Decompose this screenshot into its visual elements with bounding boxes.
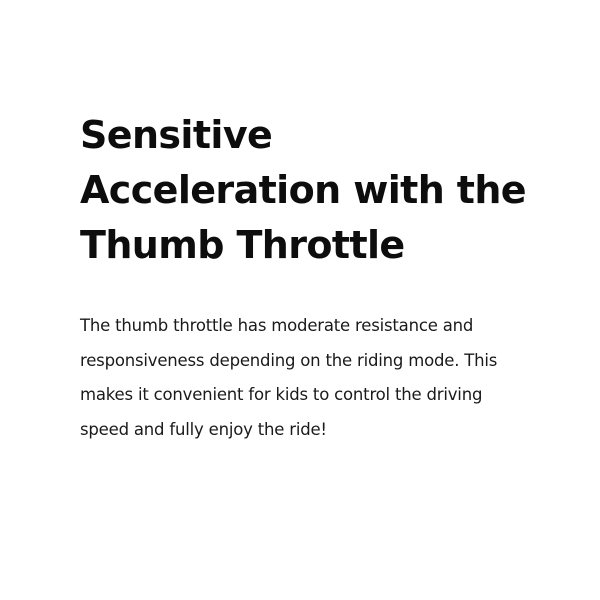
feature-description: The thumb throttle has moderate resistance and responsiveness depending on the riding mode. This makes it convenient for kids to control the driving speed and fully enjoy the ride! <box>80 316 498 439</box>
feature-section <box>80 108 540 447</box>
feature-title: Sensitive Acceleration with the Thumb Throttle <box>80 113 526 267</box>
